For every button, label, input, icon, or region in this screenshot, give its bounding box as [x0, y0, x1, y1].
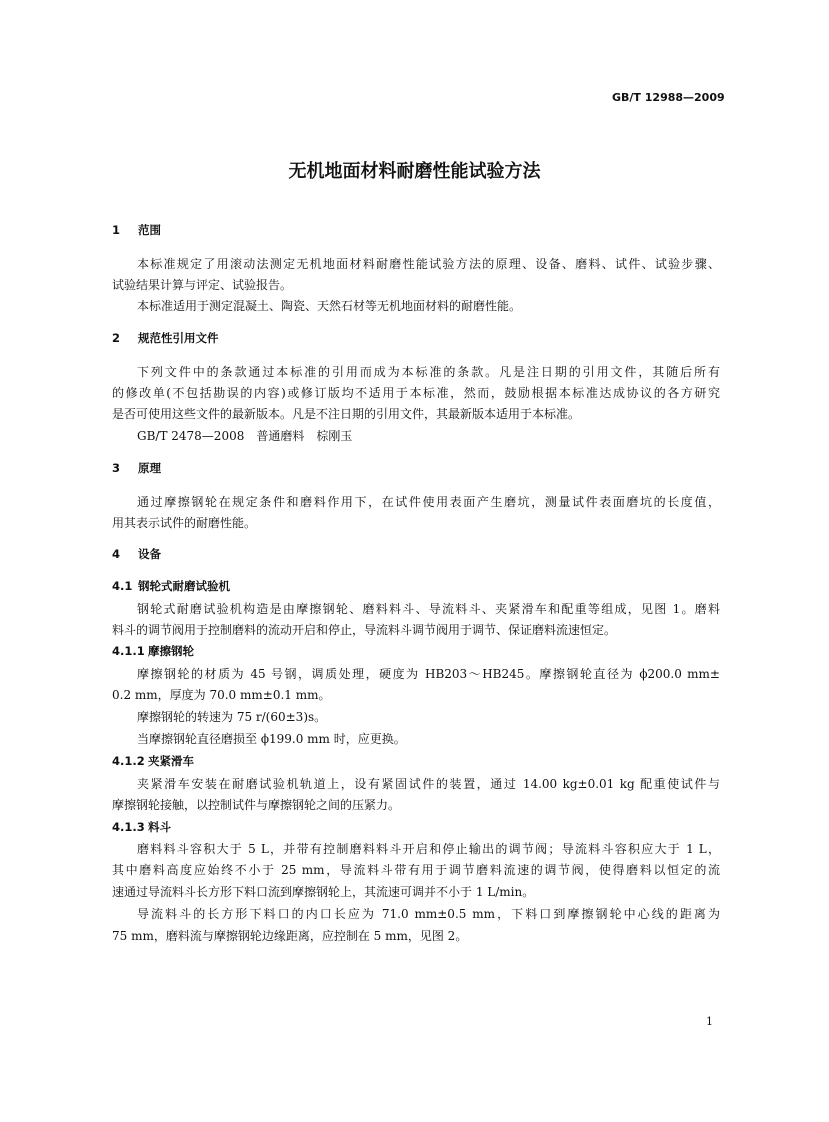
paragraph-line: 通过摩擦钢轮在规定条件和磨料作用下，在试件使用表面产生磨坑，测量试件表面磨坑的长度值，: [137, 495, 720, 509]
section-title: 夹紧滑车: [148, 754, 194, 768]
section-number: 4.1: [112, 579, 133, 593]
section-number: 4: [112, 547, 121, 561]
paragraph-line: 料斗的调节阀用于控制磨料的流动开启和停止，导流料斗调节阀用于调节、保证磨料流速恒定。: [112, 623, 617, 637]
subsection-4-1-2-heading: [112, 753, 194, 769]
section-number: 4.1.1: [112, 644, 145, 658]
paragraph-line: 本标准适用于测定混凝土、陶瓷、天然石材等无机地面材料的耐磨性能。: [137, 299, 522, 313]
page-number: 1: [706, 1015, 713, 1028]
section-number: 1: [112, 223, 121, 237]
section-2-heading: [112, 330, 219, 346]
paragraph-line: 75 mm，磨料流与摩擦钢轮边缘距离，应控制在 5 mm，见图 2。: [112, 929, 468, 943]
paragraph-line: 其中磨料高度应始终不小于 25 mm，导流料斗带有用于调节磨料流速的调节阀，使得磨料以恒定的流: [112, 863, 720, 877]
section-title: 料斗: [148, 820, 171, 834]
section-number: 2: [112, 331, 121, 345]
paragraph-line: 磨料料斗容积大于 5 L，并带有控制磨料料斗开启和停止输出的调节阀；导流料斗容积应大于 1 L，: [137, 842, 720, 856]
section-number: 4.1.3: [112, 820, 145, 834]
section-title: 范围: [138, 223, 161, 237]
section-number: 3: [112, 461, 121, 475]
paragraph-line: 摩擦钢轮的转速为 75 r/(60±3)s。: [137, 710, 327, 724]
paragraph-line: 速通过导流料斗长方形下料口流到摩擦钢轮上，其流速可调并不小于 1 L/min。: [112, 885, 535, 899]
paragraph-line: 用其表示试件的耐磨性能。: [112, 516, 257, 530]
paragraph-line: 本标准规定了用滚动法测定无机地面材料耐磨性能试验方法的原理、设备、磨料、试件、试验步骤、: [137, 257, 720, 271]
section-title: 规范性引用文件: [138, 331, 219, 345]
paragraph-line: 0.2 mm，厚度为 70.0 mm±0.1 mm。: [112, 688, 331, 702]
normative-reference: GB/T 2478—2008 普通磨料 棕刚玉: [137, 429, 353, 443]
paragraph-line: 的修改单(不包括勘误的内容)或修订版均不适用于本标准，然而，鼓励根据本标准达成协议的各方研究: [112, 386, 720, 400]
paragraph-line: 当摩擦钢轮直径磨损至 ϕ199.0 mm 时，应更换。: [137, 732, 406, 746]
section-4-heading: [112, 546, 161, 562]
document-code: GB/T 12988—2009: [612, 91, 725, 104]
paragraph-line: 试验结果计算与评定、试验报告。: [112, 278, 293, 292]
section-3-heading: [112, 460, 161, 476]
section-1-heading: [112, 222, 161, 238]
document-title: 无机地面材料耐磨性能试验方法: [288, 161, 541, 182]
paragraph-line: 夹紧滑车安装在耐磨试验机轨道上，设有紧固试件的装置，通过 14.00 kg±0.01 kg 配重使试件与: [137, 777, 720, 791]
section-title: 钢轮式耐磨试验机: [138, 579, 230, 593]
section-title: 原理: [138, 461, 161, 475]
subsection-4-1-1-heading: [112, 643, 194, 659]
paragraph-line: 下列文件中的条款通过本标准的引用而成为本标准的条款。凡是注日期的引用文件，其随后所有: [137, 365, 720, 379]
subsection-4-1-3-heading: [112, 819, 171, 835]
paragraph-line: 摩擦钢轮的材质为 45 号钢，调质处理，硬度为 HB203～HB245。摩擦钢轮直径为 ϕ200.0 mm±: [137, 667, 720, 681]
paragraph-line: 钢轮式耐磨试验机构造是由摩擦钢轮、磨料料斗、导流料斗、夹紧滑车和配重等组成，见图 1。磨料: [137, 602, 721, 616]
paragraph-line: 摩擦钢轮接触，以控制试件与摩擦钢轮之间的压紧力。: [112, 798, 401, 812]
section-title: 设备: [138, 547, 161, 561]
paragraph-line: 导流料斗的长方形下料口的内口长应为 71.0 mm±0.5 mm，下料口到摩擦钢轮中心线的距离为: [137, 907, 720, 921]
section-number: 4.1.2: [112, 754, 145, 768]
paragraph-line: 是否可使用这些文件的最新版本。凡是不注日期的引用文件，其最新版本适用于本标准。: [112, 407, 581, 421]
subsection-4-1-heading: [112, 578, 230, 594]
section-title: 摩擦钢轮: [148, 644, 194, 658]
